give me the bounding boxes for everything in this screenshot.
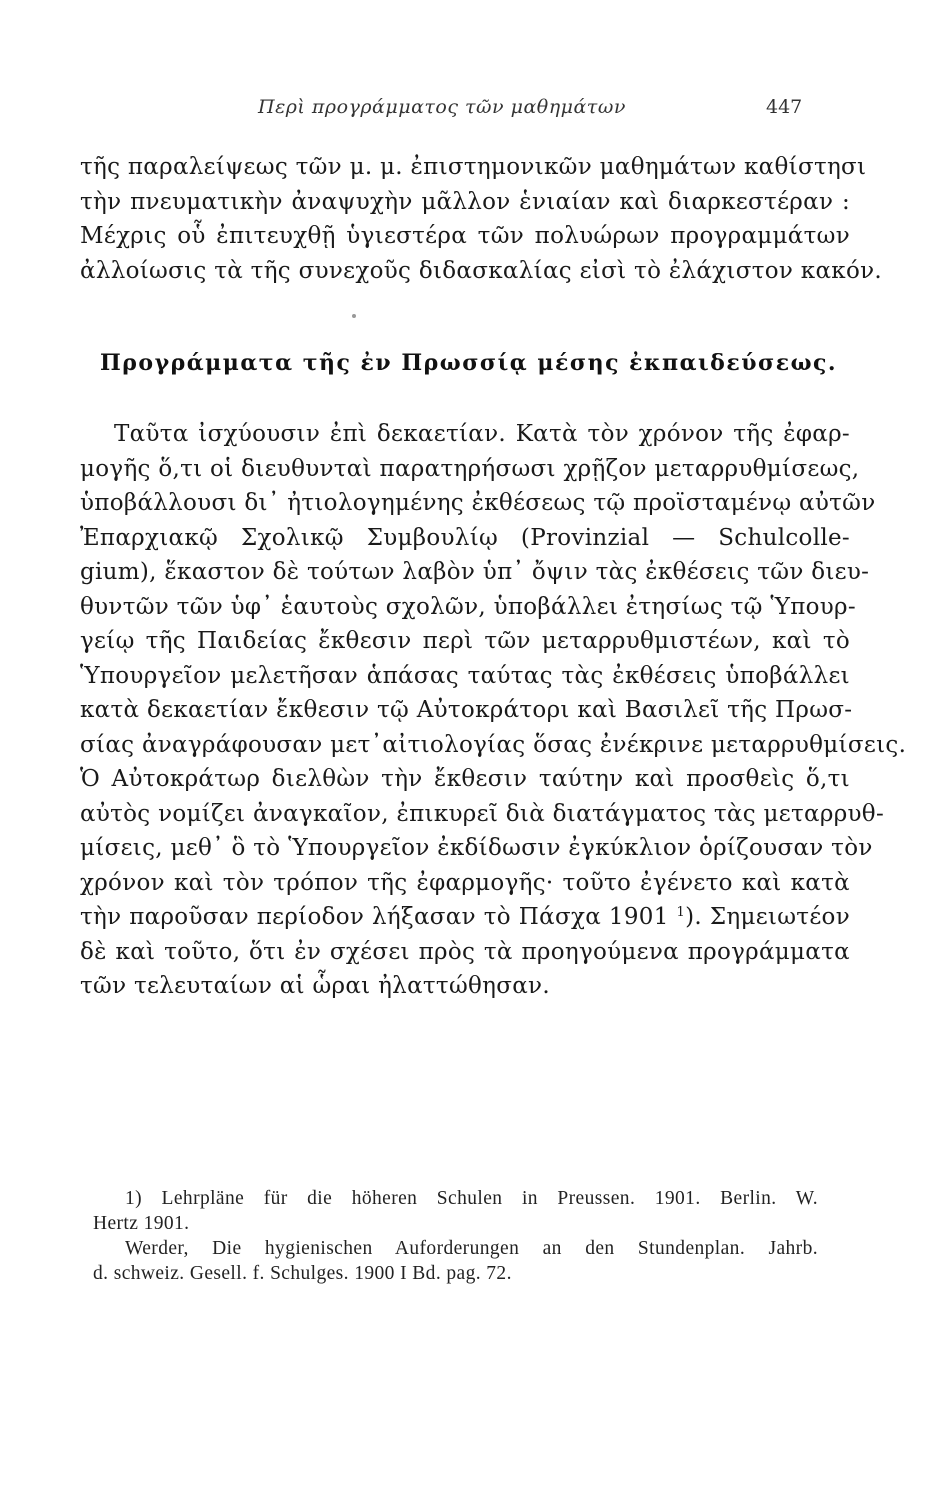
text-segment: ). Σημειωτέον xyxy=(685,904,850,930)
text-line: τὴν πνευματικὴν ἀναψυχὴν μᾶλλον ἑνιαίαν καὶ διαρκεστέραν : xyxy=(80,188,850,215)
footnote-line: 1) Lehrpläne für die höheren Schulen in Preussen. 1901. Berlin. W. xyxy=(125,1188,818,1209)
text-line: χρόνον καὶ τὸν τρόπον τῆς ἐφαρμογῆς· τοῦτο ἐγένετο καὶ κατὰ xyxy=(80,869,850,896)
paragraph-top xyxy=(80,150,883,288)
text-line: gium), ἕκαστον δὲ τούτων λαβὸν ὑπ᾽ ὄψιν τὰς ἐκθέσεις τῶν διευ- xyxy=(80,559,870,585)
text-line: αὐτὸς νομίζει ἀναγκαῖον, ἐπικυρεῖ διὰ διατάγματος τὰς μεταρρυθ- xyxy=(80,800,885,827)
stray-dot xyxy=(352,314,356,318)
text-line: τῶν τελευταίων αἱ ὧραι ἠλαττώθησαν. xyxy=(80,973,550,999)
text-line: δὲ καὶ τοῦτο, ὅτι ἐν σχέσει πρὸς τὰ προηγούμενα προγράμματα xyxy=(80,938,850,965)
section-heading: Προγράμματα τῆς ἐν Πρωσσίᾳ μέσης ἐκπαιδεύσεως. xyxy=(100,350,838,376)
footnote-marker: 1 xyxy=(676,905,686,920)
text-line: μίσεις, μεθ᾽ ὃ τὸ Ὑπουργεῖον ἐκδίδωσιν ἐγκύκλιον ὁρίζουσαν τὸν xyxy=(80,835,873,861)
text-line: ὑποβάλλουσι δι᾽ ἠτιολογημένης ἐκθέσεως τῷ προϊσταμένῳ αὐτῶν xyxy=(80,490,876,516)
footnotes xyxy=(93,1186,818,1286)
footnote-line: d. schweiz. Gesell. f. Schulges. 1900 I Bd. pag. 72. xyxy=(93,1263,512,1284)
text-line: θυντῶν τῶν ὑφ᾽ ἑαυτοὺς σχολῶν, ὑποβάλλει ἐτησίως τῷ Ὑπουρ- xyxy=(80,593,856,620)
text-line: κατὰ δεκαετίαν ἔκθεσιν τῷ Αὐτοκράτορι καὶ Βασιλεῖ τῆς Πρωσ- xyxy=(80,697,853,723)
running-title: Περὶ προγράμματος τῶν μαθημάτων xyxy=(258,96,626,118)
text-line: μογῆς ὅ,τι οἱ διευθυνταὶ παρατηρήσωσι χρῇζον μεταρρυθμίσεως, xyxy=(80,455,860,482)
footnote-line: Hertz 1901. xyxy=(93,1213,190,1234)
paragraph-main xyxy=(80,417,907,1004)
text-line-with-footnote xyxy=(80,900,850,935)
text-line: σίας ἀναγράφουσαν μετ᾽αἰτιολογίας ὅσας ἐνέκρινε μεταρρυθμίσεις. xyxy=(80,731,907,758)
text-line: γείῳ τῆς Παιδείας ἔκθεσιν περὶ τῶν μεταρρυθμιστέων, καὶ τὸ xyxy=(80,628,850,654)
text-line: Ὑπουργεῖον μελετῆσαν ἁπάσας ταύτας τὰς ἐκθέσεις ὑποβάλλει xyxy=(80,662,850,689)
text-line: Ὁ Αὐτοκράτωρ διελθὼν τὴν ἔκθεσιν ταύτην καὶ προσθεὶς ὅ,τι xyxy=(80,766,850,792)
footnote-line: Werder, Die hygienischen Auforderungen an den Stundenplan. Jahrb. xyxy=(125,1238,818,1259)
text-line: Ταῦτα ἰσχύουσιν ἐπὶ δεκαετίαν. Κατὰ τὸν χρόνον τῆς ἐφαρ- xyxy=(114,421,850,447)
text-segment: τὴν παροῦσαν περίοδον λήξασαν τὸ Πάσχα 1901 xyxy=(80,904,669,930)
page-number: 447 xyxy=(766,96,803,118)
text-line: Ἐπαρχιακῷ Σχολικῷ Συμβουλίῳ (Provinzial — Schulcolle- xyxy=(80,524,850,551)
text-line: Μέχρις οὗ ἐπιτευχθῇ ὑγιεστέρα τῶν πολυώρων προγραμμάτων xyxy=(80,223,850,249)
text-line: ἀλλοίωσις τὰ τῆς συνεχοῦς διδασκαλίας εἰσὶ τὸ ἐλάχιστον κακόν. xyxy=(80,257,883,284)
text-line: τῆς παραλείψεως τῶν μ. μ. ἐπιστημονικῶν μαθημάτων καθίστησι xyxy=(80,154,867,180)
